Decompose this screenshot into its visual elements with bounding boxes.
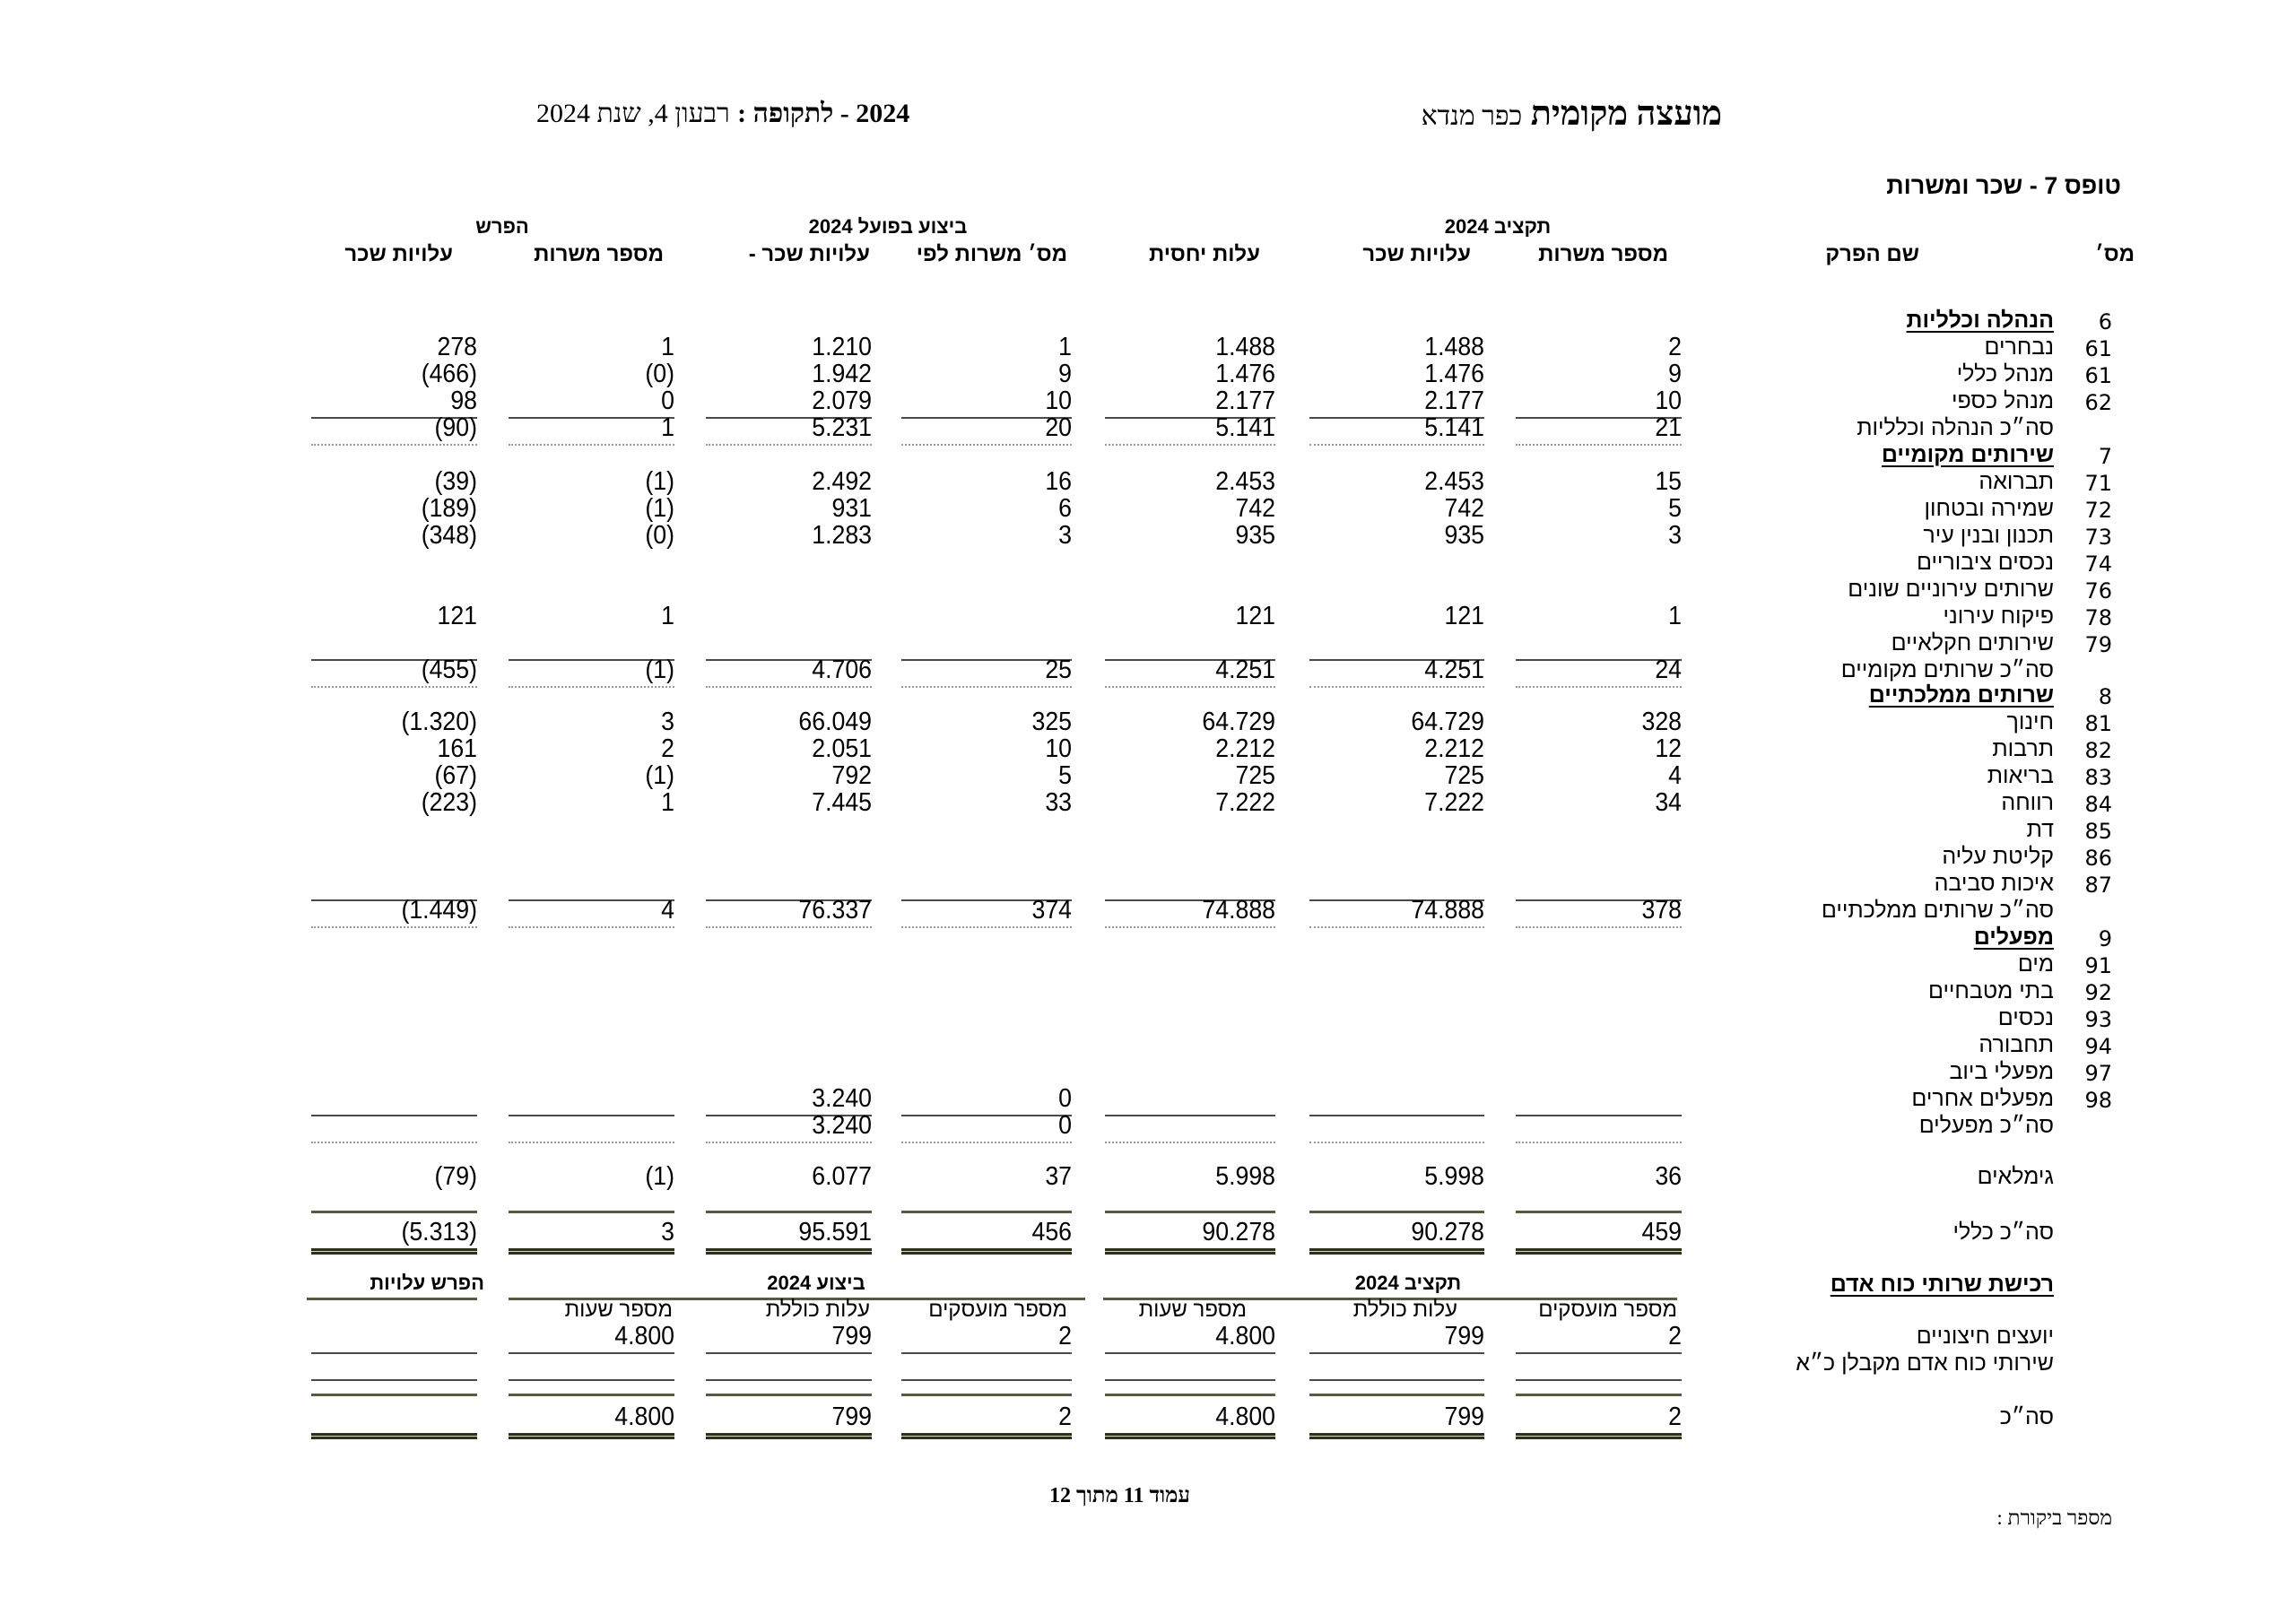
- row-label: בריאות: [1987, 763, 2054, 788]
- total-dotted-rule: [509, 444, 674, 446]
- total-dotted-rule: [509, 926, 674, 928]
- row-label: פיקוח עירוני: [1943, 604, 2054, 629]
- row-number: 71: [2084, 471, 2112, 496]
- hr-cell-budget-cost: 799: [1444, 1322, 1484, 1350]
- cell-budget-positions: 4: [1668, 761, 1682, 790]
- cell-actual-positions: 0: [1058, 1111, 1072, 1140]
- grand-total-top-rule: [706, 1211, 872, 1213]
- cell-diff-salary: (90): [434, 413, 477, 442]
- cell-diff-salary: 98: [450, 386, 477, 415]
- total-dotted-rule: [1516, 686, 1682, 688]
- council-title: מועצה מקומית: [1530, 95, 1722, 133]
- cell-budget-positions: 34: [1655, 788, 1682, 817]
- cell-actual-positions: 37: [1045, 1162, 1072, 1191]
- row-label: שרותים ממלכתיים: [1868, 682, 2054, 708]
- total-dotted-rule: [1309, 1142, 1484, 1143]
- grand-total-double-rule: [1516, 1248, 1682, 1255]
- hr-header-budget-hours: מספר שעות: [1138, 1298, 1247, 1322]
- row-label: נכסים: [1997, 1005, 2054, 1030]
- cell-actual-salary: 792: [831, 761, 872, 790]
- row-label: סה״כ הנהלה וכלליות: [1857, 415, 2054, 440]
- cell-actual-salary: 2.079: [812, 386, 872, 415]
- total-dotted-rule: [509, 686, 674, 688]
- hr-cell-actual-hours: 4.800: [614, 1322, 674, 1350]
- grand-total-top-rule: [509, 1211, 674, 1213]
- row-label: סה״כ מפעלים: [1918, 1113, 2054, 1138]
- hr-cell-budget-hours: 4.800: [1215, 1403, 1275, 1431]
- cell-relative-cost: 935: [1235, 521, 1275, 550]
- cell-diff-positions: 1: [661, 413, 674, 442]
- cell-diff-positions: (1): [645, 656, 674, 684]
- row-label: נכסים ציבוריים: [1916, 550, 2054, 575]
- cell-actual-positions: 374: [1031, 896, 1072, 925]
- row-label: חינוך: [2006, 709, 2054, 734]
- hr-cell-budget-employees: 2: [1668, 1322, 1682, 1350]
- total-dotted-rule: [901, 1142, 1072, 1143]
- cell-budget-positions: 36: [1655, 1162, 1682, 1191]
- cell-actual-salary: 7.445: [812, 788, 872, 817]
- cell-diff-salary: 121: [437, 602, 477, 630]
- cell-budget-salary: 2.212: [1424, 734, 1484, 763]
- cell-budget-positions: 1: [1668, 602, 1682, 630]
- row-number: 94: [2084, 1034, 2112, 1059]
- col-header-actual-positions: מס׳ משרות לפי: [916, 242, 1067, 266]
- cell-relative-cost: 2.453: [1215, 467, 1275, 496]
- hr-group-budget: תקציב 2024: [1354, 1272, 1462, 1294]
- hr-section-title: רכישת שרותי כוח אדם: [1830, 1272, 2054, 1297]
- total-dotted-rule: [706, 926, 872, 928]
- cell-actual-salary: 1.942: [812, 360, 872, 388]
- cell-budget-positions: 2: [1668, 333, 1682, 361]
- hr-group-diff: הפרש עלויות: [370, 1272, 484, 1294]
- cell-budget-salary: 2.453: [1424, 467, 1484, 496]
- row-number: 87: [2084, 873, 2112, 898]
- hr-cell-actual-cost: 799: [831, 1403, 872, 1431]
- grand-total-top-rule: [1105, 1211, 1275, 1213]
- total-dotted-rule: [1516, 444, 1682, 446]
- hr-total-double-rule: [901, 1433, 1072, 1439]
- hr-cell-budget-cost: 799: [1444, 1403, 1484, 1431]
- row-number: 84: [2084, 792, 2112, 817]
- cell-budget-salary: 2.177: [1424, 386, 1484, 415]
- hr-header-actual-hours: מספר שעות: [564, 1298, 673, 1322]
- row-label: מפעלים אחרים: [1911, 1086, 2054, 1111]
- hr-header-budget-cost: עלות כוללת: [1352, 1298, 1457, 1322]
- hr-cell-budget-employees: 2: [1668, 1403, 1682, 1431]
- cell-budget-salary: 935: [1444, 521, 1484, 550]
- hr-diff-rule: [307, 1298, 477, 1300]
- cell-diff-salary: (39): [434, 467, 477, 496]
- hr-cell-budget-hours: 4.800: [1215, 1322, 1275, 1350]
- form-title: טופס 7 - שכר ומשרות: [1886, 172, 2121, 199]
- total-dotted-rule: [901, 444, 1072, 446]
- grand-total-top-rule: [311, 1211, 477, 1213]
- col-header-relative-cost: עלות יחסית: [1148, 242, 1260, 266]
- cell-relative-cost: 742: [1235, 494, 1275, 523]
- grand-total-double-rule: [706, 1248, 872, 1255]
- cell-budget-positions: 9: [1668, 360, 1682, 388]
- cell-budget-positions: 5: [1668, 494, 1682, 523]
- hr-row-rule: [311, 1379, 477, 1381]
- cell-diff-salary: (455): [421, 656, 477, 684]
- grand-total-top-rule: [1309, 1211, 1484, 1213]
- subtotal-rule: [1309, 1115, 1484, 1116]
- subtotal-rule: [311, 1115, 477, 1116]
- cell-diff-salary: 278: [437, 333, 477, 361]
- total-dotted-rule: [706, 444, 872, 446]
- subtotal-rule: [1105, 1115, 1275, 1116]
- cell-relative-cost: 4.251: [1215, 656, 1275, 684]
- cell-actual-salary: 76.337: [798, 896, 872, 925]
- total-dotted-rule: [901, 926, 1072, 928]
- total-dotted-rule: [311, 686, 477, 688]
- row-label: שמירה ובטחון: [1924, 496, 2054, 521]
- row-label: מפעלים: [1973, 925, 2054, 950]
- hr-total-top-rule: [1105, 1394, 1275, 1396]
- cell-diff-positions: (0): [645, 360, 674, 388]
- cell-budget-positions: 10: [1655, 386, 1682, 415]
- cell-actual-positions: 16: [1045, 467, 1072, 496]
- cell-relative-cost: 74.888: [1202, 896, 1275, 925]
- row-number: 79: [2084, 632, 2112, 657]
- row-number: 93: [2084, 1007, 2112, 1032]
- row-label: גימלאים: [1977, 1164, 2054, 1189]
- cell-budget-salary: 90.278: [1411, 1218, 1484, 1246]
- cell-diff-salary: (1.449): [401, 896, 477, 925]
- cell-actual-salary: 66.049: [798, 708, 872, 736]
- page-title: [1422, 94, 1722, 134]
- hr-total-top-rule: [1309, 1394, 1484, 1396]
- total-dotted-rule: [509, 1142, 674, 1143]
- cell-relative-cost: 5.998: [1215, 1162, 1275, 1191]
- cell-actual-salary: 4.706: [812, 656, 872, 684]
- cell-actual-positions: 33: [1045, 788, 1072, 817]
- col-header-budget-salary: עלויות שכר: [1362, 242, 1471, 266]
- hr-cell-actual-employees: 2: [1058, 1403, 1072, 1431]
- row-number: 62: [2084, 390, 2112, 415]
- row-number: 73: [2084, 525, 2112, 550]
- cell-actual-positions: 6: [1058, 494, 1072, 523]
- hr-cell-actual-employees: 2: [1058, 1322, 1072, 1350]
- cell-diff-positions: (1): [645, 494, 674, 523]
- cell-diff-positions: (0): [645, 521, 674, 550]
- cell-actual-positions: 25: [1045, 656, 1072, 684]
- cell-actual-positions: 3: [1058, 521, 1072, 550]
- cell-actual-salary: 1.283: [812, 521, 872, 550]
- cell-diff-salary: (466): [421, 360, 477, 388]
- cell-relative-cost: 90.278: [1202, 1218, 1275, 1246]
- cell-budget-salary: 5.141: [1424, 413, 1484, 442]
- total-dotted-rule: [1516, 1142, 1682, 1143]
- row-label: שירותים חקלאיים: [1891, 630, 2054, 656]
- cell-actual-positions: 10: [1045, 734, 1072, 763]
- cell-budget-positions: 21: [1655, 413, 1682, 442]
- cell-diff-positions: (1): [645, 1162, 674, 1191]
- row-number: 74: [2084, 551, 2112, 577]
- cell-budget-salary: 64.729: [1411, 708, 1484, 736]
- cell-budget-salary: 742: [1444, 494, 1484, 523]
- hr-total-top-rule: [706, 1394, 872, 1396]
- cell-diff-positions: 4: [661, 896, 674, 925]
- hr-total-top-rule: [1516, 1394, 1682, 1396]
- grand-total-double-rule: [901, 1248, 1072, 1255]
- row-label: תברואה: [1979, 469, 2054, 494]
- hr-row-rule: [1309, 1379, 1484, 1381]
- cell-diff-positions: (1): [645, 761, 674, 790]
- hr-cell-actual-cost: 799: [831, 1322, 872, 1350]
- row-number: 98: [2084, 1088, 2112, 1113]
- cell-diff-salary: (1.320): [401, 708, 477, 736]
- row-label: בתי מטבחיים: [1927, 978, 2054, 1003]
- total-dotted-rule: [706, 686, 872, 688]
- hr-row-label: סה״כ: [1999, 1404, 2054, 1429]
- row-label: סה״כ שרותים ממלכתיים: [1821, 898, 2054, 923]
- row-label: מנהל כספי: [1952, 388, 2054, 413]
- cell-budget-salary: 5.998: [1424, 1162, 1484, 1191]
- cell-budget-positions: 459: [1641, 1218, 1682, 1246]
- cell-actual-salary: 6.077: [812, 1162, 872, 1191]
- row-label: סה״כ שרותים מקומיים: [1840, 657, 2054, 682]
- row-label: מפעלי ביוב: [1949, 1059, 2054, 1084]
- cell-relative-cost: 725: [1235, 761, 1275, 790]
- page-number: עמוד 11 מתוך 12: [1049, 1484, 1190, 1507]
- total-dotted-rule: [1309, 926, 1484, 928]
- total-dotted-rule: [311, 444, 477, 446]
- row-number: 6: [2098, 309, 2112, 334]
- row-number: 83: [2084, 765, 2112, 790]
- row-number: 97: [2084, 1061, 2112, 1086]
- cell-diff-salary: (79): [434, 1162, 477, 1191]
- subtotal-rule: [1516, 1115, 1682, 1116]
- cell-diff-positions: 3: [661, 708, 674, 736]
- cell-budget-positions: 15: [1655, 467, 1682, 496]
- row-label: איכות סביבה: [1934, 871, 2054, 896]
- cell-relative-cost: 2.212: [1215, 734, 1275, 763]
- row-number: 9: [2098, 926, 2112, 951]
- total-dotted-rule: [1105, 1142, 1275, 1143]
- cell-actual-salary: 931: [831, 494, 872, 523]
- grand-total-double-rule: [1309, 1248, 1484, 1255]
- cell-actual-salary: 3.240: [812, 1111, 872, 1140]
- hr-row-rule: [1309, 1352, 1484, 1354]
- cell-relative-cost: 1.488: [1215, 333, 1275, 361]
- row-number: 76: [2084, 578, 2112, 604]
- cell-actual-salary: 3.240: [812, 1084, 872, 1113]
- total-dotted-rule: [1105, 926, 1275, 928]
- cell-actual-positions: 9: [1058, 360, 1072, 388]
- cell-diff-salary: (348): [421, 521, 477, 550]
- cell-budget-positions: 328: [1641, 708, 1682, 736]
- row-label: דת: [2026, 817, 2054, 842]
- row-label: תכנון ובנין עיר: [1923, 523, 2054, 548]
- cell-actual-positions: 1: [1058, 333, 1072, 361]
- grand-total-double-rule: [1105, 1248, 1275, 1255]
- cell-actual-salary: 2.492: [812, 467, 872, 496]
- cell-budget-salary: 1.476: [1424, 360, 1484, 388]
- total-dotted-rule: [1309, 686, 1484, 688]
- cell-diff-salary: (223): [421, 788, 477, 817]
- hr-total-double-rule: [706, 1433, 872, 1439]
- hr-row-rule: [1105, 1379, 1275, 1381]
- hr-header-actual-employees: מספר מועסקים: [928, 1298, 1067, 1322]
- group-header-actual: ביצוע בפועל 2024: [808, 215, 968, 238]
- hr-row-rule: [509, 1379, 674, 1381]
- col-header-diff-salary: עלויות שכר: [344, 242, 453, 266]
- hr-total-double-rule: [311, 1433, 477, 1439]
- cell-actual-salary: 5.231: [812, 413, 872, 442]
- cell-budget-salary: 7.222: [1424, 788, 1484, 817]
- subtotal-rule: [509, 1115, 674, 1116]
- cell-actual-positions: 10: [1045, 386, 1072, 415]
- hr-cell-actual-hours: 4.800: [614, 1403, 674, 1431]
- cell-budget-positions: 378: [1641, 896, 1682, 925]
- cell-budget-salary: 121: [1444, 602, 1484, 630]
- cell-budget-salary: 74.888: [1411, 896, 1484, 925]
- cell-actual-positions: 456: [1031, 1218, 1072, 1246]
- row-number: 85: [2084, 819, 2112, 844]
- row-label: מנהל כללי: [1956, 361, 2054, 386]
- row-label: קליטת עליה: [1942, 844, 2054, 869]
- row-label: מים: [2017, 951, 2054, 977]
- hr-total-double-rule: [1309, 1433, 1484, 1439]
- hr-row-label: יועצים חיצוניים: [1916, 1324, 2054, 1349]
- hr-row-rule: [706, 1352, 872, 1354]
- cell-actual-positions: 20: [1045, 413, 1072, 442]
- period: [536, 99, 909, 129]
- hr-group-actual: ביצוע 2024: [767, 1272, 865, 1294]
- row-label: שרותים עירוניים שונים: [1848, 577, 2054, 602]
- cell-budget-salary: 4.251: [1424, 656, 1484, 684]
- hr-total-double-rule: [1516, 1433, 1682, 1439]
- hr-row-rule: [1516, 1352, 1682, 1354]
- row-number: 91: [2084, 953, 2112, 978]
- cell-relative-cost: 5.141: [1215, 413, 1275, 442]
- cell-diff-salary: (5.313): [401, 1218, 477, 1246]
- hr-total-double-rule: [509, 1433, 674, 1439]
- cell-relative-cost: 1.476: [1215, 360, 1275, 388]
- col-header-diff-positions: מספר משרות: [534, 242, 664, 266]
- hr-total-top-rule: [509, 1394, 674, 1396]
- control-number-label: מספר ביקורת :: [1996, 1507, 2112, 1529]
- row-number: 72: [2084, 498, 2112, 523]
- hr-total-top-rule: [901, 1394, 1072, 1396]
- cell-diff-salary: (67): [434, 761, 477, 790]
- grand-total-double-rule: [311, 1248, 477, 1255]
- cell-diff-positions: 1: [661, 602, 674, 630]
- col-header-budget-positions: מספר משרות: [1538, 242, 1668, 266]
- col-header-chapter: שם הפרק: [1825, 242, 1919, 266]
- cell-relative-cost: 7.222: [1215, 788, 1275, 817]
- cell-budget-positions: 3: [1668, 521, 1682, 550]
- row-number: 86: [2084, 846, 2112, 871]
- cell-diff-positions: 3: [661, 1218, 674, 1246]
- row-label: נבחרים: [1984, 334, 2054, 360]
- row-number: 81: [2084, 711, 2112, 736]
- cell-diff-salary: (189): [421, 494, 477, 523]
- hr-total-top-rule: [311, 1394, 477, 1396]
- total-dotted-rule: [311, 926, 477, 928]
- total-dotted-rule: [1105, 444, 1275, 446]
- hr-row-rule: [1105, 1352, 1275, 1354]
- row-label: שירותים מקומיים: [1881, 442, 2054, 467]
- hr-row-rule: [311, 1352, 477, 1354]
- cell-relative-cost: 121: [1235, 602, 1275, 630]
- row-label: רווחה: [2001, 790, 2054, 815]
- cell-budget-salary: 725: [1444, 761, 1484, 790]
- row-number: 8: [2098, 684, 2112, 709]
- row-number: 78: [2084, 605, 2112, 630]
- cell-actual-positions: 0: [1058, 1084, 1072, 1113]
- cell-actual-salary: 1.210: [812, 333, 872, 361]
- row-number: 92: [2084, 980, 2112, 1005]
- col-header-actual-salary: עלויות שכר -: [748, 242, 870, 266]
- hr-row-rule: [901, 1379, 1072, 1381]
- total-dotted-rule: [1516, 926, 1682, 928]
- row-number: 82: [2084, 738, 2112, 763]
- grand-total-double-rule: [509, 1248, 674, 1255]
- total-dotted-rule: [311, 1142, 477, 1143]
- hr-row-rule: [901, 1352, 1072, 1354]
- row-number: 7: [2098, 444, 2112, 469]
- total-dotted-rule: [901, 686, 1072, 688]
- cell-budget-positions: 12: [1655, 734, 1682, 763]
- row-label: סה״כ כללי: [1952, 1220, 2054, 1245]
- cell-relative-cost: 2.177: [1215, 386, 1275, 415]
- hr-row-rule: [706, 1379, 872, 1381]
- hr-header-budget-employees: מספר מועסקים: [1538, 1298, 1677, 1322]
- cell-budget-salary: 1.488: [1424, 333, 1484, 361]
- cell-diff-positions: 2: [661, 734, 674, 763]
- cell-diff-positions: (1): [645, 467, 674, 496]
- cell-actual-salary: 95.591: [798, 1218, 872, 1246]
- total-dotted-rule: [706, 1142, 872, 1143]
- col-header-num: מס׳: [2095, 242, 2135, 266]
- row-label: תחבורה: [1979, 1032, 2054, 1057]
- row-number: 61: [2084, 336, 2112, 361]
- cell-actual-salary: 2.051: [812, 734, 872, 763]
- hr-total-double-rule: [1105, 1433, 1275, 1439]
- cell-diff-positions: 1: [661, 788, 674, 817]
- council-name: כפר מנדא: [1421, 101, 1523, 131]
- period-label: 2024 - לתקופה :: [737, 99, 910, 128]
- cell-diff-positions: 0: [661, 386, 674, 415]
- hr-row-rule: [1516, 1379, 1682, 1381]
- cell-actual-positions: 325: [1031, 708, 1072, 736]
- cell-budget-positions: 24: [1655, 656, 1682, 684]
- row-label: תרבות: [1992, 736, 2054, 761]
- cell-diff-positions: 1: [661, 333, 674, 361]
- row-number: 61: [2084, 363, 2112, 388]
- group-header-budget: תקציב 2024: [1444, 215, 1552, 238]
- period-value: רבעון 4, שנת 2024: [536, 99, 730, 128]
- cell-actual-positions: 5: [1058, 761, 1072, 790]
- hr-header-actual-cost: עלות כוללת: [765, 1298, 870, 1322]
- total-dotted-rule: [1309, 444, 1484, 446]
- hr-row-rule: [509, 1352, 674, 1354]
- row-label: הנהלה וכלליות: [1906, 308, 2054, 333]
- group-header-diff: הפרש: [475, 215, 529, 238]
- total-dotted-rule: [1105, 686, 1275, 688]
- grand-total-top-rule: [1516, 1211, 1682, 1213]
- hr-row-label: שירותי כוח אדם מקבלן כ״א: [1796, 1350, 2054, 1376]
- cell-diff-salary: 161: [437, 734, 477, 763]
- cell-relative-cost: 64.729: [1202, 708, 1275, 736]
- grand-total-top-rule: [901, 1211, 1072, 1213]
